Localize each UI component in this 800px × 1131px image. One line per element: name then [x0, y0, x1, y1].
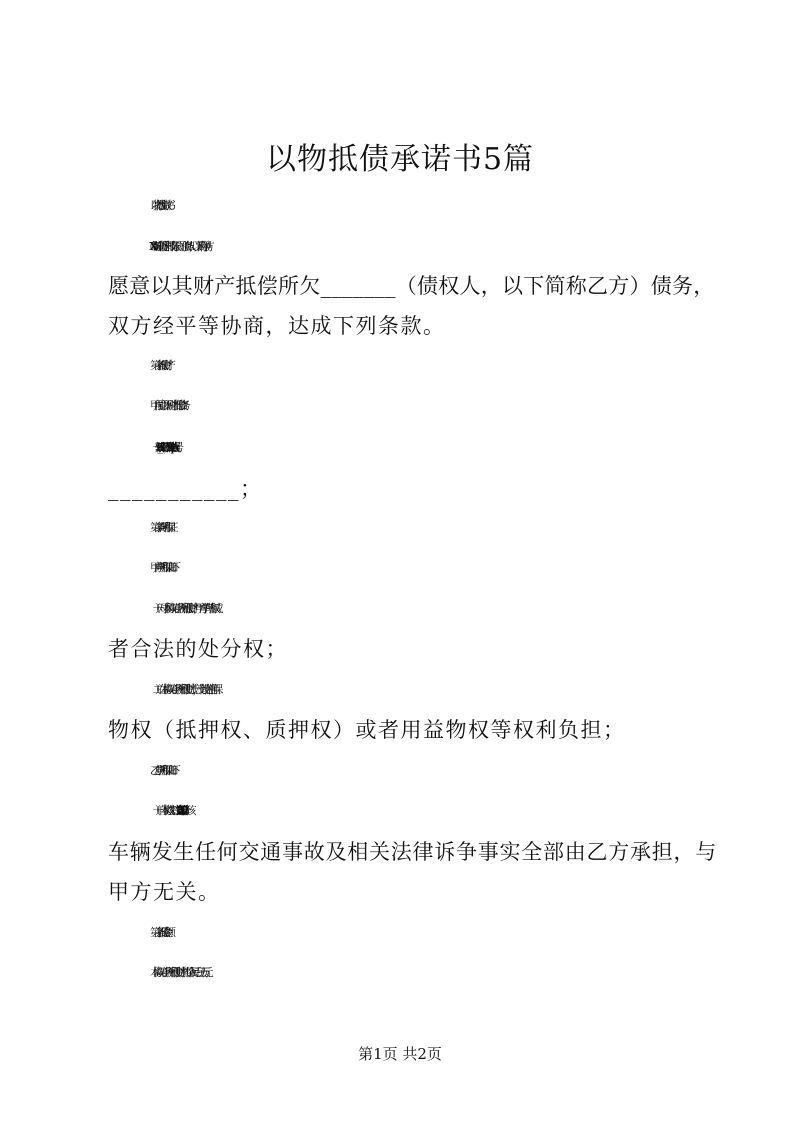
section-heading-2: 第二条声明和保证 [150, 521, 170, 534]
section-heading-1: 第一条抵债财产 [150, 359, 168, 372]
paragraph-line: （二）在本协议第一条所列抵债财产上，没有设立任何担保 [150, 683, 215, 696]
paragraph-line: 物权（抵押权、质押权）或者用益物权等权利负担； [108, 718, 626, 742]
section-heading-3: 第三条抵债金额 [150, 926, 168, 939]
paragraph-line: XX市彤坤新能源科技有限公司（债务人，以下简称甲方） [150, 240, 209, 253]
paragraph-line: 甲方无关。 [108, 880, 221, 904]
paragraph-line: ___________； [108, 477, 263, 501]
page-footer: 第1页 共2页 [358, 1045, 442, 1063]
paragraph-line: 甲方声明和保证如下： [150, 561, 175, 574]
agreement-heading: 以物抵债协议书 [150, 199, 168, 212]
paragraph-line: 车辆发生任何交通事故及相关法律诉争事实全部由乙方承担，与 [108, 840, 717, 864]
paragraph-line: 乙方声明和保证如下： [150, 764, 175, 777]
document-title: 以物抵债承诺书5篇 [265, 142, 535, 177]
paragraph-line: 者合法的处分权； [108, 637, 288, 661]
paragraph-line: （一）对于本协议第一条所列抵债财产，甲方享有所有权或 [150, 602, 215, 615]
paragraph-line: （一）_荣威750轿车牌照号：吉ap4991，发动机号： [150, 441, 179, 454]
paragraph-line: 甲方同意以下列财产抵偿债务： [150, 399, 185, 412]
paragraph-line: 本协议第一条所列抵债财产共折价人民币三十万元。 [150, 966, 208, 979]
paragraph-line: 愿意以其财产抵偿所欠_______（债权人，以下简称乙方）债务， [108, 274, 715, 298]
paragraph-line: 双方经平等协商，达成下列条款。 [108, 314, 446, 338]
paragraph-line: （一）自本协议生效之日起（2011年12月22日时分）该 [150, 804, 188, 817]
